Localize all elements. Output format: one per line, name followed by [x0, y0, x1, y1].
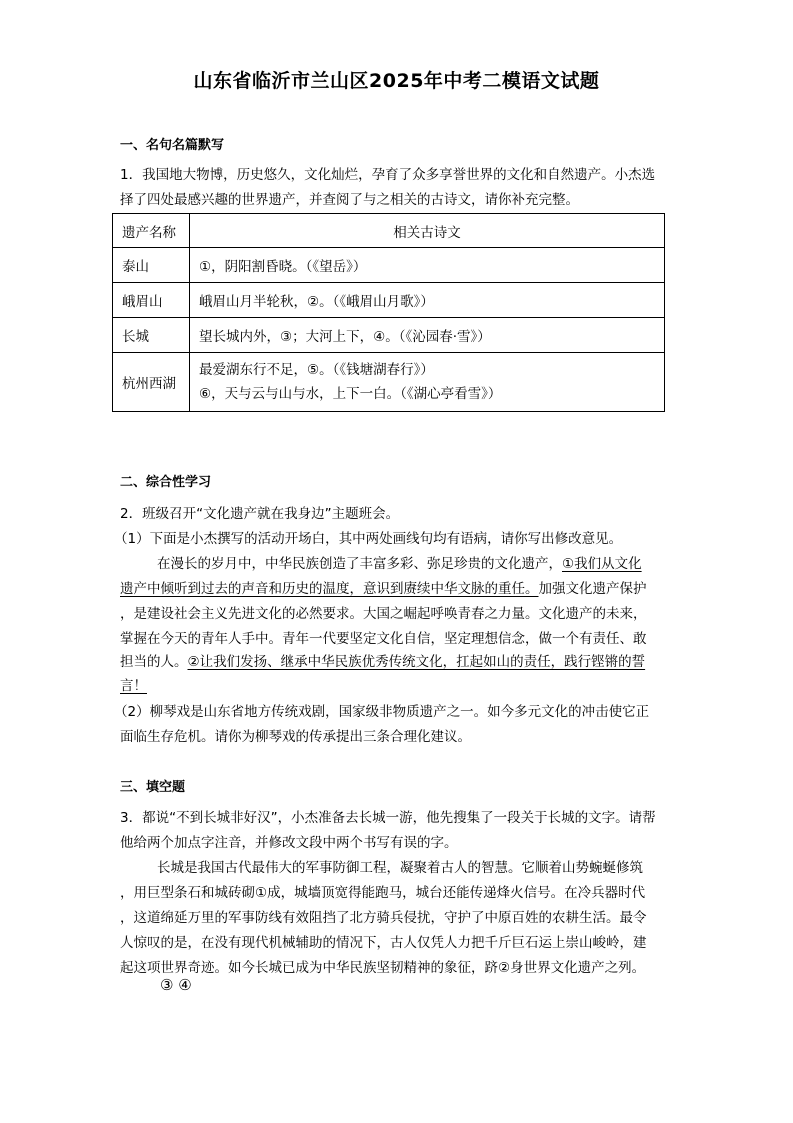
- table-header-row: [113, 214, 665, 248]
- table-row: [113, 318, 665, 353]
- question-2-part-1: （1）下面是小杰撰写的活动开场白，其中两处画线句均有语病，请你写出修改意见。: [114, 531, 623, 547]
- poem-line: ①，阴阳割昏晓。（《望岳》）: [190, 248, 665, 283]
- poem-cell: [190, 353, 665, 412]
- section-heading-1: 一、名句名篇默写: [120, 138, 225, 153]
- passage-text: 在漫长的岁月中，中华民族创造了丰富多彩、弥足珍贵的文化遗产，: [157, 556, 562, 572]
- passage-line-1: [157, 552, 642, 572]
- table-header-name: 遗产名称: [113, 214, 190, 248]
- question-2-part-2-line-2: 面临生存危机。请你为柳琴戏的传承提出三条合理化建议。: [120, 729, 471, 745]
- passage-line-3: ，是建设社会主义先进文化的必然要求。大国之崛起呼唤青春之力量。文化遗产的未来，: [120, 606, 647, 622]
- passage-line-4: 掌握在今天的青年人手中。青年一代要坚定文化自信，坚定理想信念，做一个有责任、敢: [120, 631, 647, 647]
- question-1-line-2: 择了四处最感兴趣的世界遗产，并查阅了与之相关的古诗文，请你补充完整。: [120, 192, 579, 208]
- passage-line-5: [120, 650, 645, 670]
- poem-line: 望长城内外，③；大河上下，④。（《沁园春·雪》）: [190, 318, 665, 353]
- poem-line: 峨眉山月半轮秋，②。（《峨眉山月歌》）: [190, 283, 665, 318]
- passage-line-6: 言！: [120, 678, 147, 694]
- section-heading-2: 二、综合性学习: [120, 475, 212, 490]
- table-row: [113, 283, 665, 318]
- underlined-sentence-1-cont: 遗产中倾听到过去的声音和历史的温度，意识到赓续中华文脉的重任。: [120, 581, 539, 597]
- passage-text: 担当的人。: [120, 654, 188, 670]
- table-row: [113, 353, 665, 412]
- poem-line: 最爱湖东行不足，⑤。（《钱塘湖春行》）: [199, 362, 434, 378]
- question-2-part-2-line-1: （2）柳琴戏是山东省地方传统戏剧，国家级非物质遗产之一。如今多元文化的冲击使它正: [114, 704, 650, 720]
- page-title: 山东省临沂市兰山区2025年中考二模语文试题: [193, 70, 600, 92]
- underlined-sentence-1: ①我们从文化: [562, 556, 642, 572]
- heritage-table: [112, 213, 665, 412]
- passage-line-2: [120, 577, 647, 597]
- heritage-name: 杭州西湖: [113, 353, 190, 412]
- table-header-poems: 相关古诗文: [190, 214, 665, 248]
- question-2: 2．班级召开“文化遗产就在我身边”主题班会。: [120, 506, 400, 522]
- passage-3-line-5: 起这项世界奇迹。如今长城已成为中华民族坚韧精神的象征，跻②身世界文化遗产之列。: [120, 960, 646, 976]
- answer-blanks: ③ ④: [160, 976, 192, 994]
- poem-line: ⑥，天与云与山与水，上下一白。（《湖心亭看雪》）: [199, 386, 502, 402]
- heritage-name: 泰山: [113, 248, 190, 283]
- passage-3-line-1: 长城是我国古代最伟大的军事防御工程，凝聚着古人的智慧。它顺着山势蜿蜒修筑: [157, 860, 643, 876]
- heritage-name: 长城: [113, 318, 190, 353]
- passage-text: 加强文化遗产保护: [538, 581, 647, 597]
- underlined-sentence-2: ②让我们发扬、继承中华民族优秀传统文化，扛起如山的责任，践行铿锵的誓: [187, 654, 646, 670]
- heritage-name: 峨眉山: [113, 283, 190, 318]
- passage-3-line-2: ，用巨型条石和城砖砌①成，城墙顶宽得能跑马，城台还能传递烽火信号。在冷兵器时代: [120, 885, 646, 901]
- question-3-line-1: 3．都说“不到长城非好汉”，小杰准备去长城一游，他先搜集了一段关于长城的文字。请帮: [120, 810, 656, 826]
- question-1-line-1: 1．我国地大物博，历史悠久，文化灿烂，孕育了众多享誉世界的文化和自然遗产。小杰选: [120, 167, 656, 183]
- section-heading-3: 三、填空题: [120, 780, 186, 795]
- question-3-line-2: 他给两个加点字注音，并修改文段中两个书写有误的字。: [120, 835, 458, 851]
- table-row: [113, 248, 665, 283]
- passage-3-line-3: ，这道绵延万里的军事防线有效阻挡了北方骑兵侵扰，守护了中原百姓的农耕生活。最令: [120, 910, 647, 926]
- passage-3-line-4: 人惊叹的是，在没有现代机械辅助的情况下，古人仅凭人力把千斤巨石运上崇山峻岭，建: [120, 935, 647, 951]
